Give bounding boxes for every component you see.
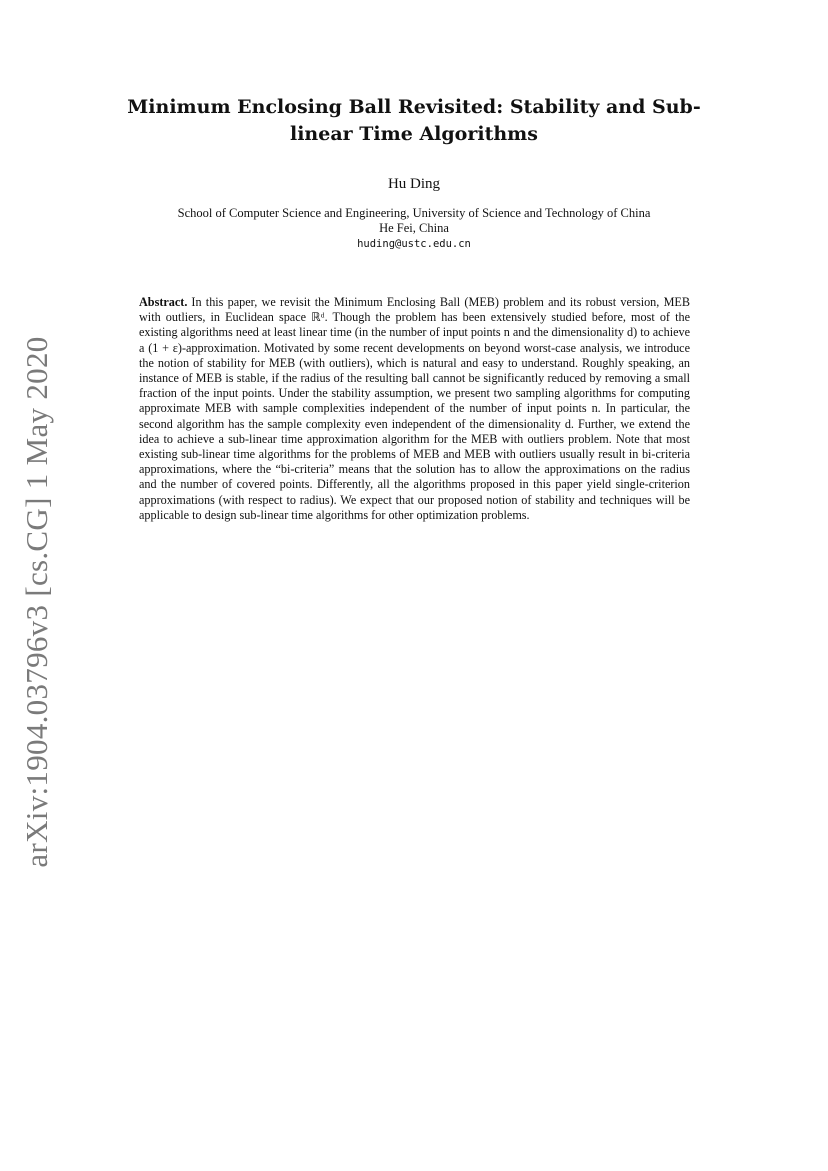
affiliation-block [100, 206, 728, 252]
abstract-label: Abstract. [139, 295, 188, 309]
paper-title: Minimum Enclosing Ball Revisited: Stability and Sub-linear Time Algorithms [127, 96, 701, 145]
author-name: Hu Ding [387, 176, 441, 192]
abstract-text: In this paper, we revisit the Minimum Enclosing Ball (MEB) problem and its robust version, MEB with outliers, in Euclidean space ℝᵈ. Though the problem has been extensively studied before, most of the existing algorithms need at least linear time (in the number of input points n and the dimensionality d) to achieve a (1 + ε)-approximation. Motivated by some recent developments on beyond worst-case analysis, we introduce the notion of stability for MEB (with outliers), which is natural and easy to understand. Roughly speaking, an instance of MEB is stable, if the radius of the resulting ball cannot be significantly reduced by removing a small fraction of the input points. Under the stability assumption, we present two sampling algorithms for computing approximate MEB with sample complexities independent of the number of input points n. In particular, the second algorithm has the sample complexity even independent of the dimensionality d. Further, we extend the idea to achieve a sub-linear time approximation algorithm for the MEB with outliers problem. Note that most existing sub-linear time algorithms for the problems of MEB and MEB with outliers usually result in bi-criteria approximations, where the “bi-criteria” means that the solution has to allow the approximations on the radius and the number of covered points. Differently, all the algorithms proposed in this paper yield single-criterion approximations (with respect to radius). We expect that our proposed notion of stability and techniques will be applicable to design sub-linear time algorithms for other optimization problems. [139, 295, 690, 522]
arxiv-identifier: arXiv:1904.03796v3 [cs.CG] 1 May 2020 [19, 336, 54, 868]
abstract [139, 295, 690, 523]
affiliation-location: He Fei, China [379, 221, 449, 235]
affiliation-institution: School of Computer Science and Engineering, University of Science and Technology of China [177, 206, 651, 220]
author-email: huding@ustc.edu.cn [357, 238, 471, 250]
